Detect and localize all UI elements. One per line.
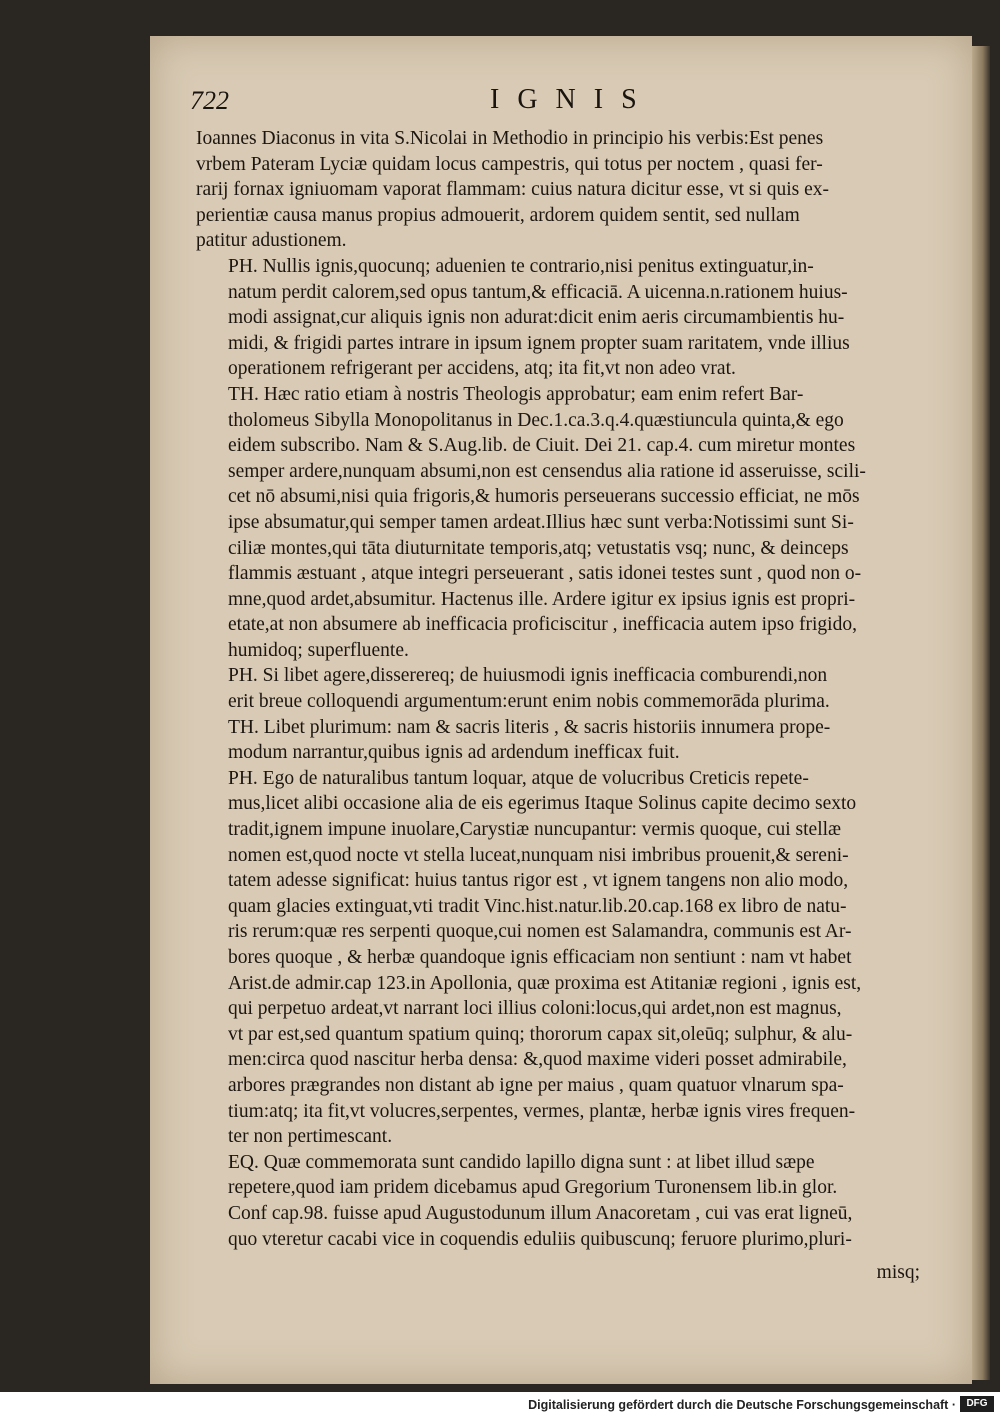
- text-line: midi, & frigidi partes intrare in ipsum ignem propter suam raritatem, vnde illius: [228, 332, 850, 354]
- text-line: tradit,ignem impune inuolare,Carystiæ nuncupantur: vermis quoque, cui stellæ: [228, 819, 842, 841]
- text-line: rarij fornax igniuomam vaporat flammam: cuius natura dicitur esse, vt si quis ex-: [196, 179, 830, 201]
- text-line: ipse absumatur,qui semper tamen ardeat.Illius hæc sunt verba:Notissimi sunt Si-: [228, 511, 854, 533]
- text-line: mne,quod ardet,absumitur. Hactenus ille. Ardere igitur ex ipsius ignis est propri-: [228, 588, 856, 610]
- paragraph: [196, 766, 926, 1150]
- text-line: ciliæ montes,qui tāta diuturnitate temporis,atq; vetustatis vsq; nunc, & deinceps: [228, 537, 849, 559]
- page-edge: [972, 46, 990, 1380]
- catchword: misq;: [876, 1262, 920, 1283]
- text-line: PH. Ego de naturalibus tantum loquar, atque de volucribus Creticis repete-: [228, 767, 809, 789]
- text-line: repetere,quod iam pridem dicebamus apud Gregorium Turonensem lib.in glor.: [228, 1177, 838, 1199]
- text-line: natum perdit calorem,sed opus tantum,& efficaciā. A uicenna.n.rationem huius-: [228, 281, 848, 303]
- page-number: 722: [190, 86, 229, 115]
- text-line: semper ardere,nunquam absumi,non est censendus alia ratione id asseruisse, scili-: [228, 460, 866, 482]
- text-line: operationem refrigerant per accidens, atq; ita fit,vt non adeo vrat.: [228, 358, 736, 380]
- text-line: EQ. Quæ commemorata sunt candido lapillo digna sunt : at libet illud sæpe: [228, 1151, 815, 1173]
- text-line: humidoq; superfluente.: [228, 639, 409, 661]
- text-line: mus,licet alibi occasione alia de eis egerimus Itaque Solinus capite decimo sexto: [228, 793, 857, 815]
- paragraph: [196, 715, 926, 766]
- text-line: PH. Nullis ignis,quocunq; aduenien te contrario,nisi penitus extinguatur,in-: [228, 255, 814, 277]
- text-line: vrbem Pateram Lyciæ quidam locus campestris, qui totus per noctem , quasi fer-: [196, 153, 823, 175]
- text-line: modi assignat,cur aliquis ignis non adurat:dicit enim aeris circumambientis hu-: [228, 307, 845, 329]
- text-line: Ioannes Diaconus in vita S.Nicolai in Methodio in principio his verbis:Est penes: [196, 128, 824, 149]
- text-line: tium:atq; ita fit,vt volucres,serpentes, vermes, plantæ, herbæ ignis vires frequen-: [228, 1100, 856, 1122]
- running-head: IGNIS: [490, 84, 655, 115]
- page-header: [190, 82, 920, 122]
- text-line: PH. Si libet agere,disserereq; de huiusmodi ignis inefficacia comburendi,non: [228, 665, 828, 687]
- text-line: nomen est,quod nocte vt stella luceat,nunquam nisi imbribus prouenit,& sereni-: [228, 844, 849, 866]
- text-line: erit breue colloquendi argumentum:erunt enim nobis commemorāda plurima.: [228, 691, 830, 713]
- text-line: men:circa quod nascitur herba densa: &,quod maxime videri posset admirabile,: [228, 1049, 847, 1071]
- paragraph: [196, 126, 926, 254]
- text-line: quam glacies extinguat,vti tradit Vinc.hist.natur.lib.20.cap.168 ex libro de natu-: [228, 895, 847, 917]
- text-line: quo vteretur cacabi vice in coquendis eduliis quibuscunq; feruore plurimo,pluri-: [228, 1228, 852, 1250]
- footer-credit: Digitalisierung gefördert durch die Deutsche Forschungsgemeinschaft ·: [528, 1398, 956, 1412]
- dfg-logo: DFG: [960, 1396, 994, 1412]
- text-line: eidem subscribo. Nam & S.Aug.lib. de Ciuit. Dei 21. cap.4. cum miretur montes: [228, 435, 856, 457]
- text-line: perientiæ causa manus propius admouerit, ardorem quidem sentit, sed nullam: [196, 204, 800, 226]
- text-line: patitur adustionem.: [196, 230, 347, 252]
- text-line: cet nō absumi,nisi quia frigoris,& humoris perseuerans successio efficiat, ne mōs: [228, 486, 860, 508]
- text-line: tatem adesse significat: huius tantus rigor est , vt ignem tangens non alio modo,: [228, 870, 849, 892]
- text-line: Conf cap.98. fuisse apud Augustodunum illum Anacoretam , cui vas erat ligneū,: [228, 1202, 853, 1224]
- paragraph: [196, 663, 926, 714]
- paragraph: [196, 254, 926, 382]
- text-line: flammis æstuant , atque integri perseuerant , satis idonei testes sunt , quod non o-: [228, 563, 862, 585]
- text-line: bores quoque , & herbæ quandoque ignis efficaciam non sentiunt : nam vt habet: [228, 947, 852, 968]
- text-line: arbores prægrandes non distant ab igne per maius , quam quatuor vlnarum spa-: [228, 1074, 844, 1096]
- text-line: TH. Libet plurimum: nam & sacris literis , & sacris historiis innumera prope-: [228, 716, 831, 738]
- paragraph: [196, 382, 926, 664]
- text-line: ris rerum:quæ res serpenti quoque,cui nomen est Salamandra, communis est Ar-: [228, 921, 852, 943]
- book-page: [150, 36, 972, 1384]
- text-body: [196, 126, 926, 1252]
- text-line: Arist.de admir.cap 123.in Apollonia, quæ proxima est Atitaniæ regioni , ignis est,: [228, 972, 862, 994]
- text-line: modum narrantur,quibus ignis ad ardendum inefficax fuit.: [228, 742, 680, 764]
- footer: [0, 1392, 1000, 1419]
- text-line: vt par est,sed quantum spatium quinq; thororum capax sit,oleūq; sulphur, & alu-: [228, 1023, 853, 1045]
- text-line: ter non pertimescant.: [228, 1126, 393, 1148]
- text-line: etate,at non absumere ab inefficacia proficiscitur , inefficacia autem ipso frigido,: [228, 614, 857, 636]
- text-line: qui perpetuo ardeat,vt narrant loci illius coloni:locus,qui ardet,non est magnus,: [228, 998, 842, 1020]
- text-line: TH. Hæc ratio etiam à nostris Theologis approbatur; eam enim refert Bar-: [228, 383, 804, 405]
- text-line: tholomeus Sibylla Monopolitanus in Dec.1.ca.3.q.4.quæstiuncula quinta,& ego: [228, 409, 844, 431]
- paragraph: [196, 1150, 926, 1252]
